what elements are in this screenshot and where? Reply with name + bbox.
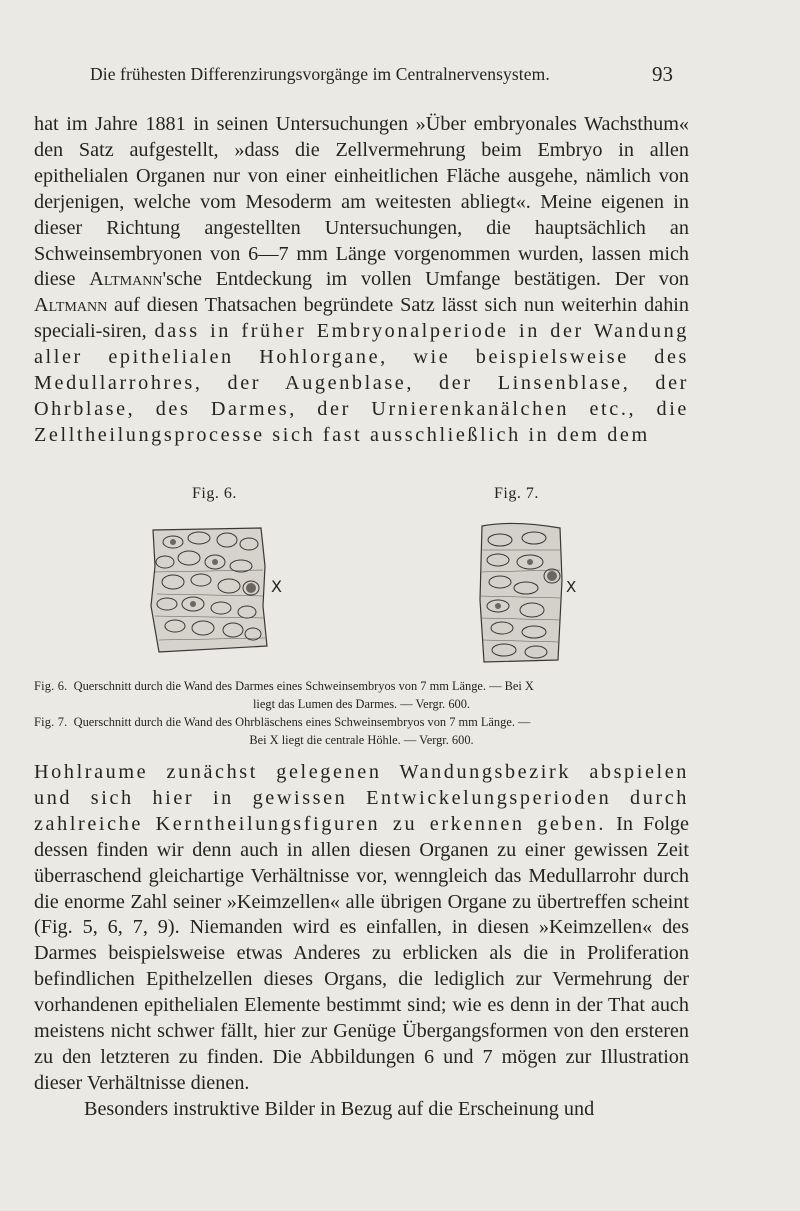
- figure-6-caption-line-2: liegt das Lumen des Darmes. — Vergr. 600.: [252, 696, 471, 711]
- paragraph-2-emphasis: Hohlraume zunächst gelegenen Wandungsbezirk abspielen und sich hier in gewissen Entwickelungsperioden durch zahlreiche Kerntheilungsfiguren zu erkennen geben.: [34, 761, 689, 835]
- figure-7-cavity-marker: X: [566, 578, 577, 596]
- figure-6-label: Fig. 6.: [192, 485, 237, 502]
- figure-7-caption: [34, 714, 689, 749]
- paragraph-3: Besonders instruktive Bilder in Bezug auf die Erscheinung und: [84, 1097, 595, 1120]
- paragraph-1-emphasis: dass in früher Embryonalperiode in der Wandung aller epithelialen Hohlorgane, wie beispielsweise des Medullarrohres, der Augenblase, der Linsenblase, der Ohrblase, des Darmes, der Urnierenkanälchen etc., die Zelltheilungsprocesse sich fast ausschließlich in dem dem: [34, 320, 689, 446]
- figure-7-label: Fig. 7.: [494, 485, 539, 502]
- paragraph-2: [34, 760, 689, 1097]
- figure-6-caption: [34, 678, 689, 713]
- figure-6-caption-line-1: Querschnitt durch die Wand des Darmes eines Schweinsembryos von 7 mm Länge. — Bei X: [73, 679, 534, 693]
- figure-7-caption-line-1: Querschnitt durch die Wand des Ohrbläschens eines Schweinsembryos von 7 mm Länge. —: [73, 715, 531, 730]
- paragraph-1-part-3: auf diesen Thatsachen begründete Satz lässt sich nun weiterhin dahin speciali-siren,: [34, 294, 689, 343]
- body-text-top: [34, 112, 689, 449]
- figure-6-caption-number: Fig. 6.: [34, 679, 68, 693]
- figure-6-illustration: [143, 526, 293, 656]
- paragraph-1: [34, 112, 689, 449]
- paragraph-2-text: In Folge dessen finden wir denn auch in allen diesen Organen zu einer gewissen Zeit überraschend gleichartige Verhältnisse vor, wenngleich das Medullarrohr durch die enorme Zahl seiner »Keimzellen« alle übrigen Organe zu übertreffen scheint (Fig. 5, 6, 7, 9). Niemanden wird es einfallen, in diesen »Keimzellen« des Darmes beispielsweise etwas Anderes zu erblicken als die in Proliferation befindlichen Epithelzellen dieses Organs, die lediglich zur Vermehrung der vorhandenen epithelialen Elemente bestimmt sind; wie es denn in der That auch meistens nicht schwer fällt, hier zur Genüge Übergangsformen von den ersteren zu den letzteren zu finden. Die Abbildungen 6 und 7 mögen zur Illustration dieser Verhältnisse dienen.: [34, 812, 689, 1094]
- author-name-altmann: Altmann: [89, 268, 163, 291]
- figure-6-lumen-marker: X: [271, 577, 282, 596]
- running-head: Die frühesten Differenzirungsvorgänge im Centralnervensystem.: [90, 64, 550, 84]
- figure-7-illustration: [474, 520, 584, 665]
- figure-7-caption-number: Fig. 7.: [34, 715, 68, 730]
- paragraph-1-part-1: hat im Jahre 1881 in seinen Untersuchungen »Über embryonales Wachsthum« den Satz aufgestellt, »dass die Zellvermehrung beim Embryo in allen epithelialen Organen nur von einer einheitlichen Fläche ausgehe, nämlich von derjenigen, welche vom Mesoderm am weitesten abliegt«. Meine eigenen in dieser Richtung angestellten Untersuchungen, die hauptsächlich an Schweinsembryonen von 6—7 mm Länge vorgenommen wurden, lassen mich diese: [34, 113, 689, 291]
- figure-captions: [34, 678, 689, 750]
- paragraph-1-part-2: 'sche Entdeckung im vollen Umfange bestätigen. Der von: [162, 268, 690, 291]
- body-text-bottom: [34, 760, 689, 1123]
- author-name-altmann-2: Altmann: [34, 294, 108, 317]
- page-number: 93: [652, 62, 673, 86]
- figure-7-caption-line-2: Bei X liegt die centrale Höhle. — Vergr. 600.: [249, 732, 474, 747]
